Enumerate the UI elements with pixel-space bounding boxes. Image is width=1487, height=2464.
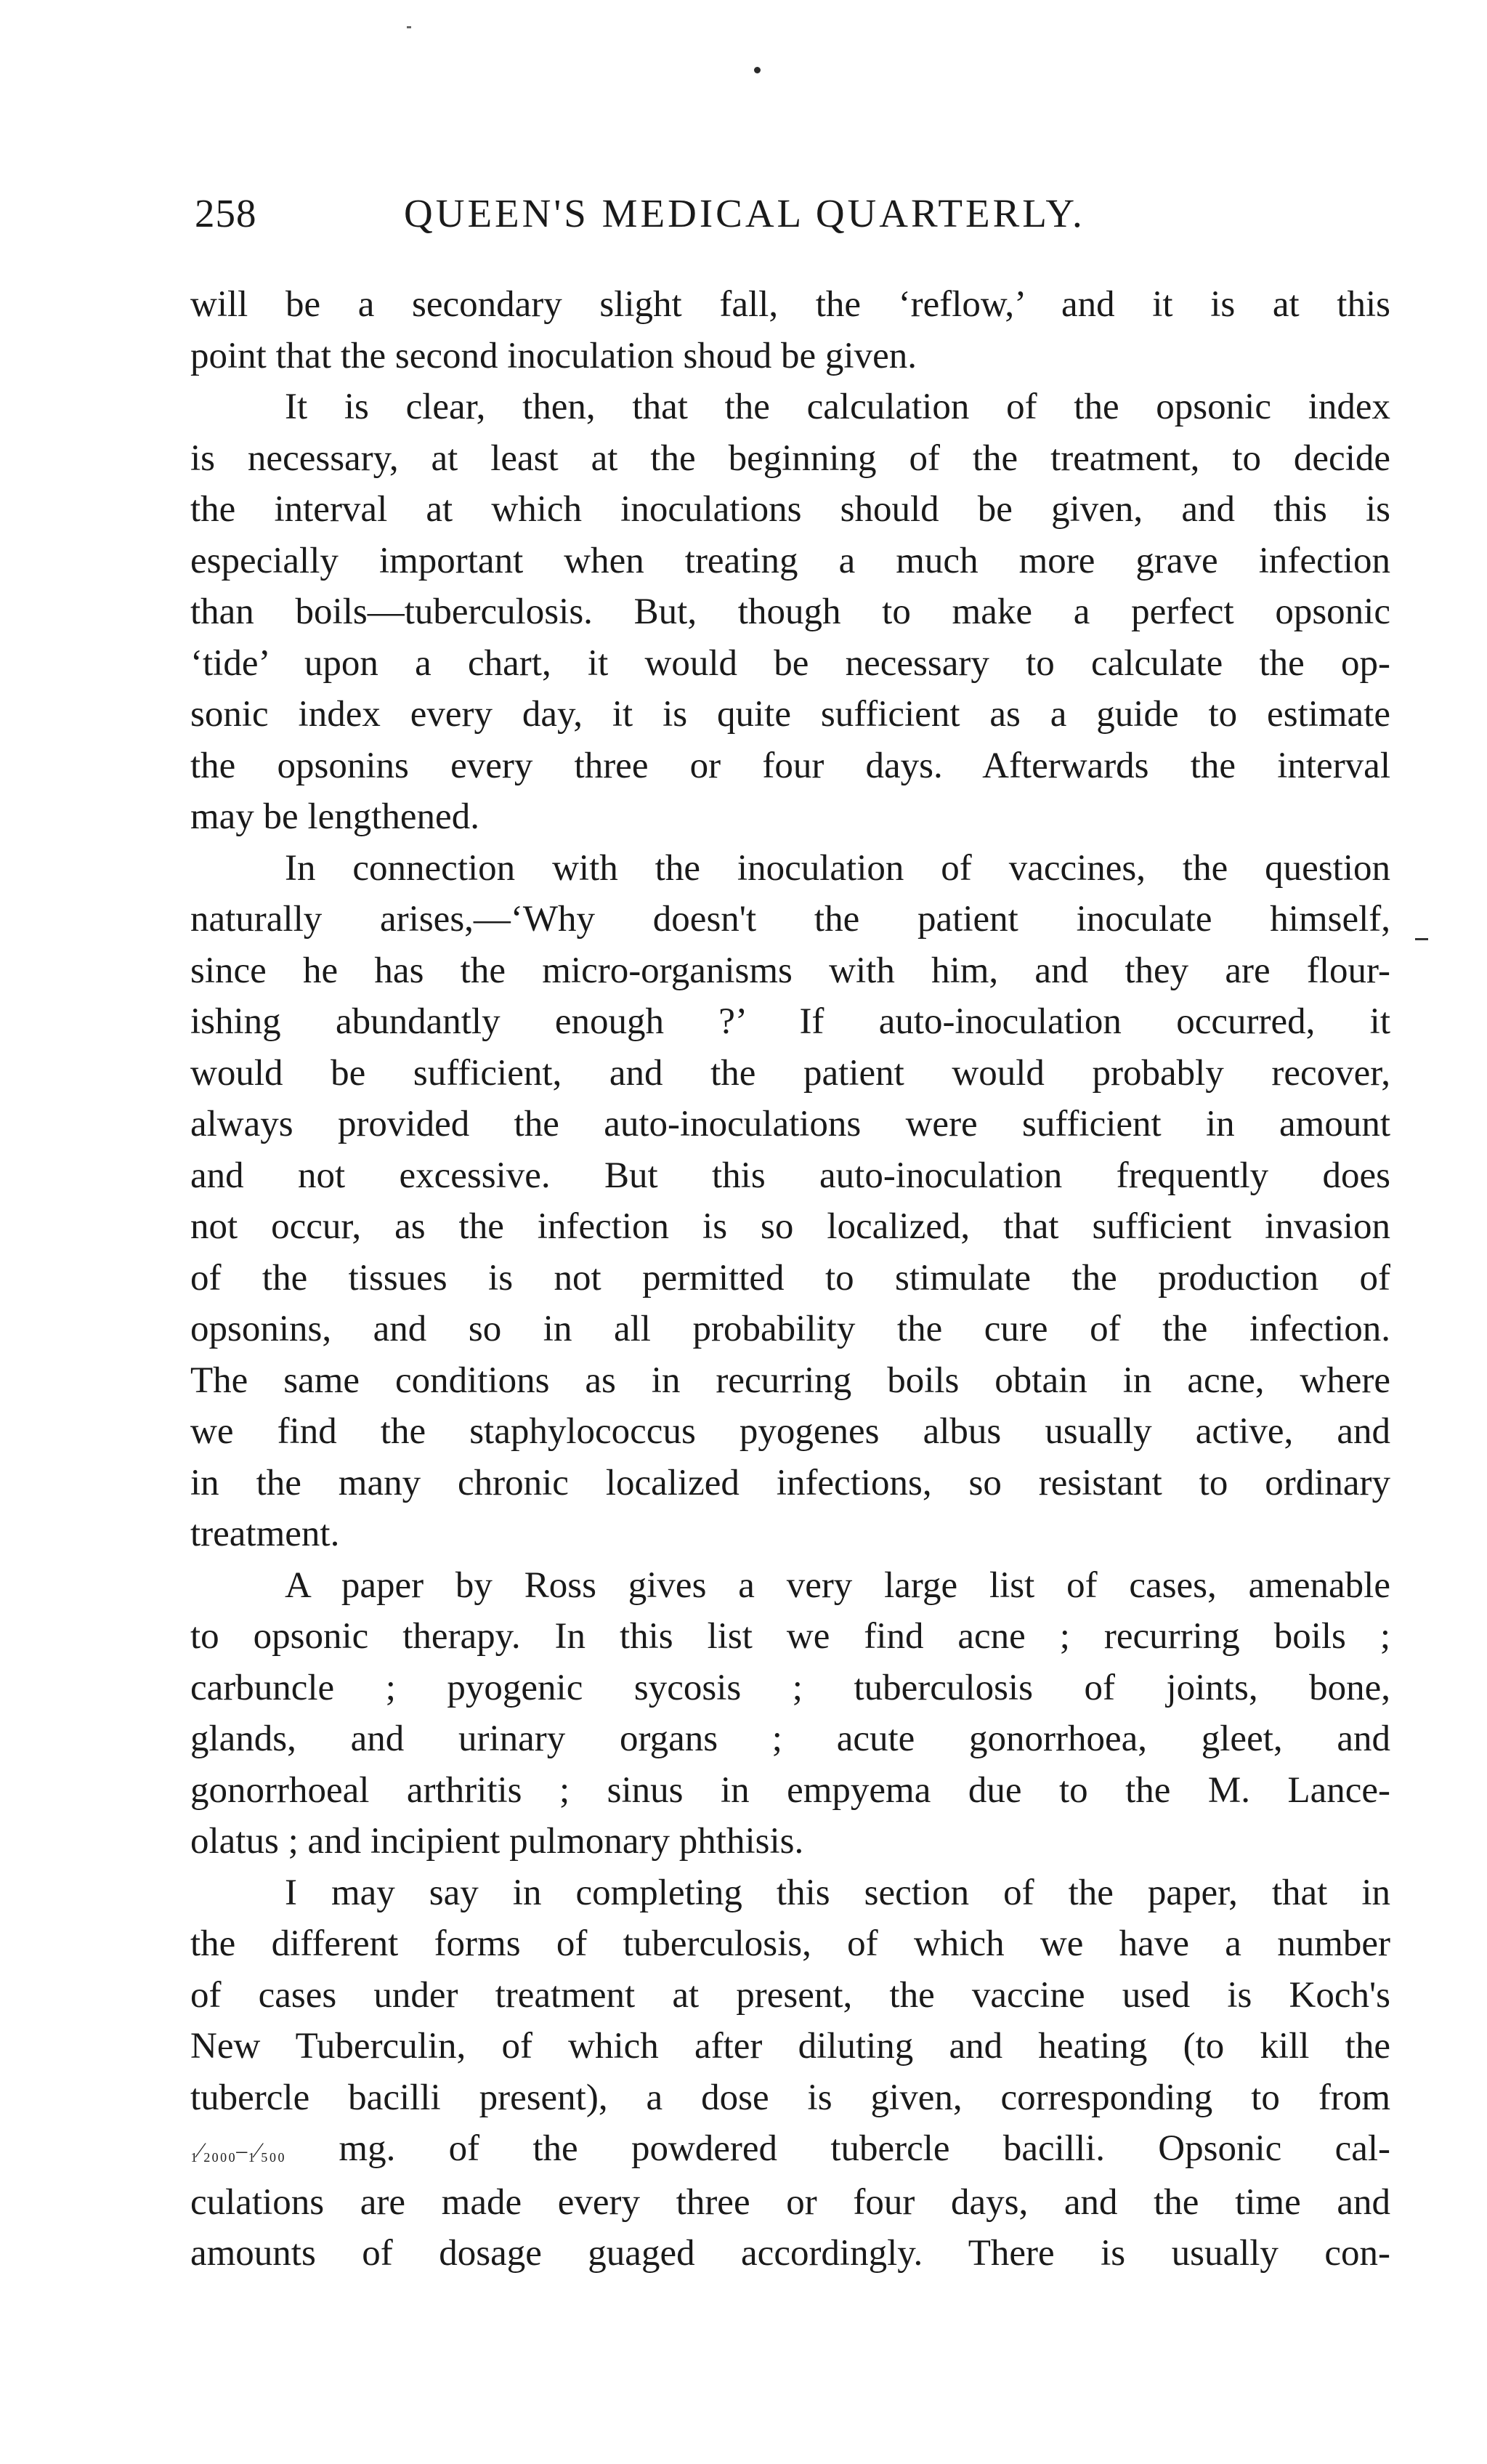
text-line: New Tuberculin, of which after diluting and heating (to kill the xyxy=(190,2026,1390,2067)
text-line: amounts of dosage guaged accordingly. There is usually con- xyxy=(190,2233,1390,2274)
text-line: especially important when treating a much more grave infection xyxy=(190,540,1390,581)
text-line: the different forms of tuberculosis, of which we have a number xyxy=(190,1923,1390,1964)
text-line: the opsonins every three or four days. Afterwards the interval xyxy=(190,745,1390,786)
text-line: we find the staphylococcus pyogenes albus usually active, and xyxy=(190,1411,1390,1452)
print-speck xyxy=(407,26,411,28)
text-line: tubercle bacilli present), a dose is given, corresponding to from xyxy=(190,2077,1390,2118)
text-line: may be lengthened. xyxy=(190,796,479,837)
text-line: will be a secondary slight fall, the ‘reflow,’ and it is at this xyxy=(190,284,1390,325)
text-line: would be sufficient, and the patient would probably recover, xyxy=(190,1052,1390,1094)
dose-fraction: ₁⁄₂₀₀₀–₁⁄₅₀₀ xyxy=(190,2138,286,2162)
text-line: gonorrhoeal arthritis ; sinus in empyema due to the M. Lance- xyxy=(190,1769,1390,1811)
text-line: In connection with the inoculation of vaccines, the question xyxy=(285,847,1390,889)
text-line: sonic index every day, it is quite sufficient as a guide to estimate xyxy=(190,694,1390,735)
text-line: is necessary, at least at the beginning of the treatment, to decide xyxy=(190,437,1390,479)
text-line: than boils—tuberculosis. But, though to make a perfect opsonic xyxy=(190,591,1390,632)
text-line: the interval at which inoculations should be given, and this is xyxy=(190,489,1390,530)
margin-mark xyxy=(1415,938,1428,940)
text-line: point that the second inoculation shoud be given. xyxy=(190,335,917,376)
text-line: since he has the micro-organisms with him, and they are flour- xyxy=(190,950,1390,991)
text-line: to opsonic therapy. In this list we find acne ; recurring boils ; xyxy=(190,1616,1390,1657)
text-line: culations are made every three or four days, and the time and xyxy=(190,2181,1390,2223)
text-line: I may say in completing this section of the paper, that in xyxy=(285,1872,1390,1913)
body-text xyxy=(190,279,1390,2279)
text-line: naturally arises,—‘Why doesn't the patient inoculate himself, xyxy=(190,899,1390,940)
text-line: in the many chronic localized infections, so resistant to ordinary xyxy=(190,1462,1390,1503)
text-line: carbuncle ; pyogenic sycosis ; tuberculosis of joints, bone, xyxy=(190,1667,1390,1708)
text-line: and not excessive. But this auto-inoculation frequently does xyxy=(190,1155,1390,1196)
print-dot xyxy=(754,67,761,73)
text-line: olatus ; and incipient pulmonary phthisis. xyxy=(190,1821,804,1862)
paragraph xyxy=(190,843,1390,1560)
text-line: of the tissues is not permitted to stimulate the production of xyxy=(190,1257,1390,1298)
page-number: 258 xyxy=(195,191,257,235)
paragraph xyxy=(190,381,1390,843)
text-line: ishing abundantly enough ?’ If auto-inoculation occurred, it xyxy=(190,1001,1390,1042)
paragraph xyxy=(190,1867,1390,2279)
running-title: QUEEN'S MEDICAL QUARTERLY. xyxy=(404,191,1085,235)
text-line: The same conditions as in recurring boils obtain in acne, where xyxy=(190,1360,1390,1401)
paragraph xyxy=(190,279,1390,381)
text-line: treatment. xyxy=(190,1514,340,1554)
text-line: A paper by Ross gives a very large list of cases, amenable xyxy=(285,1564,1390,1606)
text-line: not occur, as the infection is so localized, that sufficient invasion xyxy=(190,1206,1390,1247)
text-line-fraction xyxy=(190,2123,1390,2177)
text-line: of cases under treatment at present, the vaccine used is Koch's xyxy=(190,1974,1390,2016)
page-header xyxy=(195,190,1241,241)
text-line: ‘tide’ upon a chart, it would be necessary to calculate the op- xyxy=(190,642,1390,684)
paragraph xyxy=(190,1560,1390,1867)
fraction-line-text: mg. of the powdered tubercle bacilli. Opsonic cal- xyxy=(285,2128,1390,2169)
text-line: It is clear, then, that the calculation of the opsonic index xyxy=(285,387,1390,427)
text-line: always provided the auto-inoculations were sufficient in amount xyxy=(190,1104,1390,1144)
text-line: glands, and urinary organs ; acute gonorrhoea, gleet, and xyxy=(190,1718,1390,1759)
text-line: opsonins, and so in all probability the cure of the infection. xyxy=(190,1309,1390,1349)
